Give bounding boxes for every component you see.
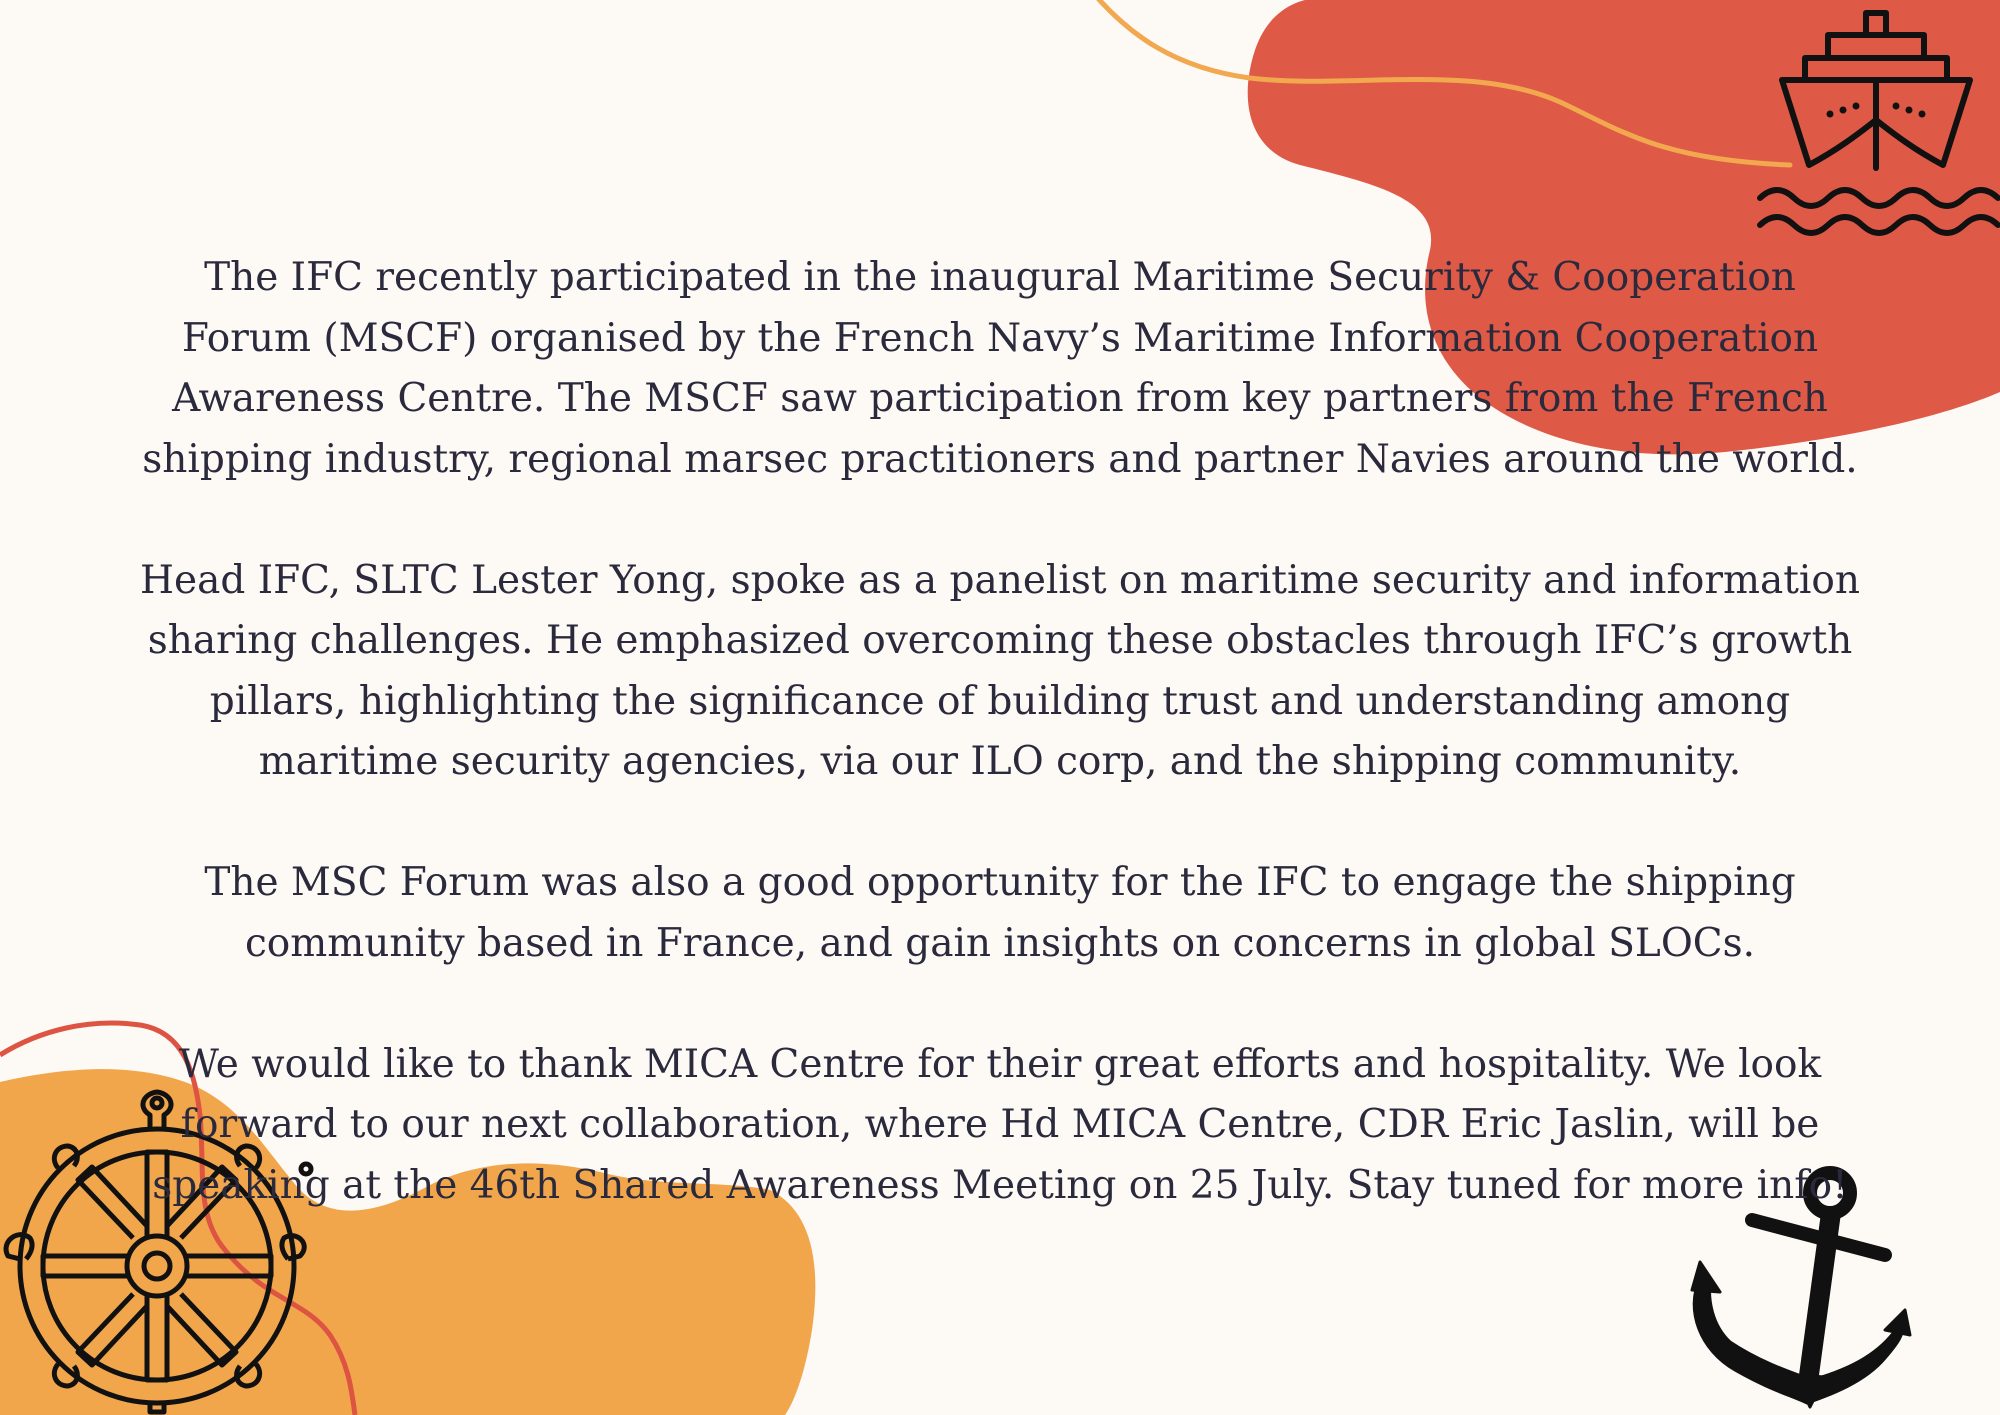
paragraph-head-ifc: Head IFC, SLTC Lester Yong, spoke as a panelist on maritime security and information sharing challenges. He emphasized overcoming these obstacles through IFC’s growth pillars, highlighting the significance of building trust and understanding among maritime security agencies, via our ILO corp, and the shipping community.: [140, 557, 1860, 784]
body-text: [140, 248, 1860, 1277]
paragraph-thanks: We would like to thank MICA Centre for their great efforts and hospitality. We look forward to our next collaboration, where Hd MICA Centre, CDR Eric Jaslin, will be speaking at the 46th Shared Awareness Meeting on 25 July. Stay tuned for more info!: [152, 1041, 1848, 1208]
paragraph-mscf-intro: The IFC recently participated in the inaugural Maritime Security & Cooperation Forum (MSCF) organised by the French Navy’s Maritime Information Cooperation Awareness Centre. The MSCF saw participation from key partners from the French shipping industry, regional marsec practitioners and partner Navies around the world.: [142, 255, 1858, 482]
paragraph-msc-forum: The MSC Forum was also a good opportunity for the IFC to engage the shipping community based in France, and gain insights on concerns in global SLOCs.: [204, 860, 1796, 966]
